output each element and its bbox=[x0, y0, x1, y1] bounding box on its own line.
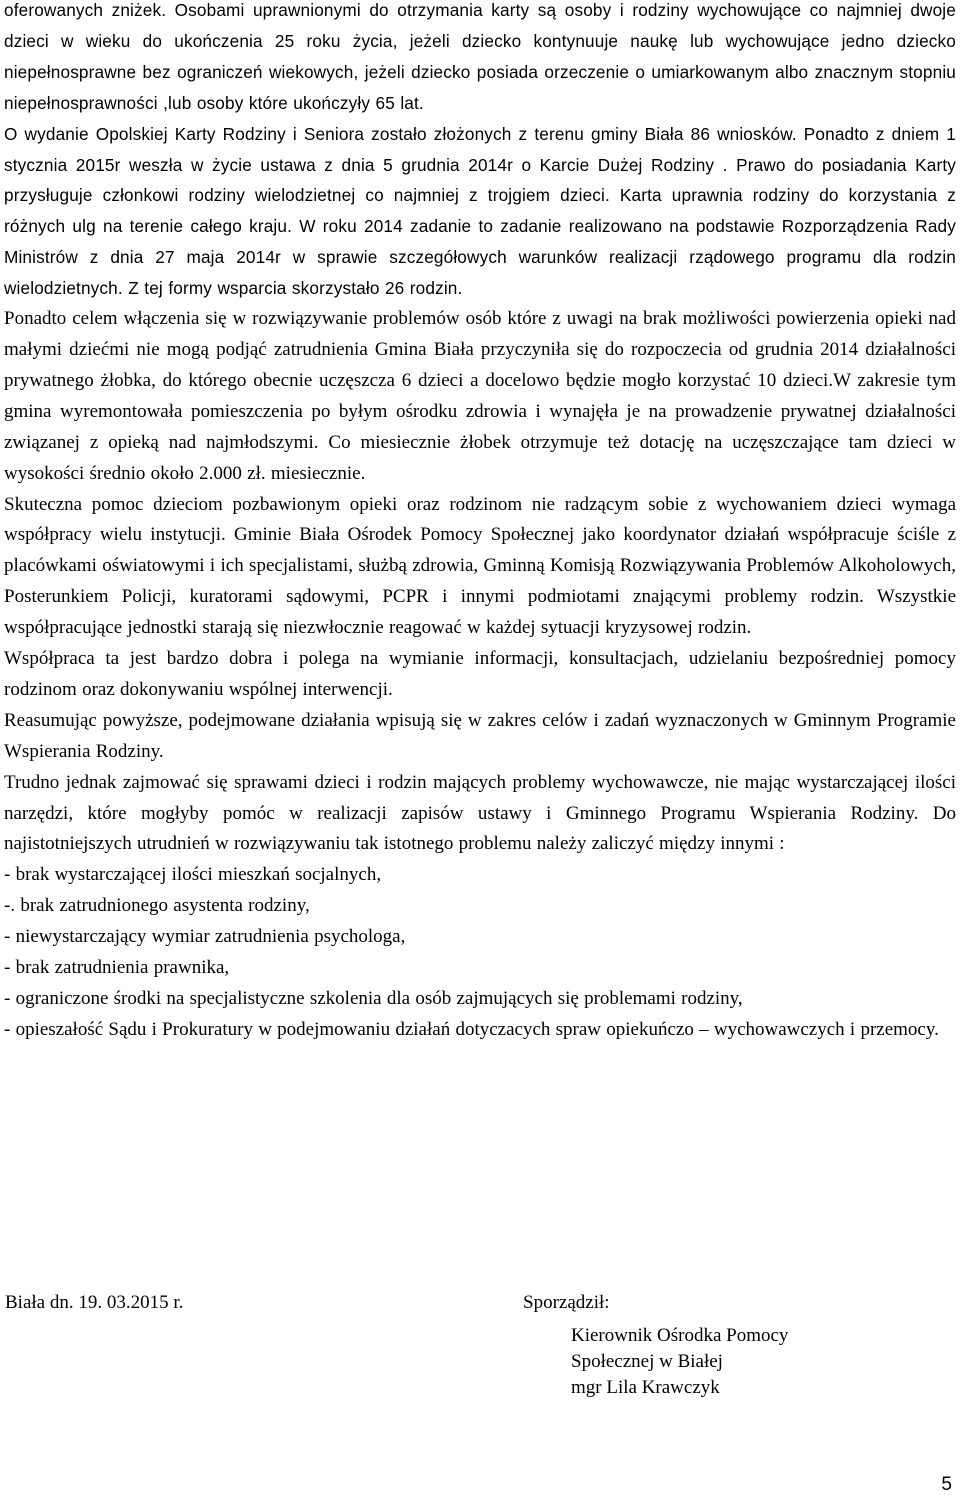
difficulties-list bbox=[4, 860, 956, 1045]
paragraph-family-card-eligibility: oferowanych zniżek. Osobami uprawnionymi do otrzymania karty są osoby i rodziny wychowujące co najmniej dwoje dzieci w wieku do ukończenia 25 roku życia, jeżeli dziecko kontynuuje naukę lub wychowujące jedno dziecko niepełnosprawne bez ograniczeń wiekowych, jeżeli dziecko posiada orzeczenie o umiarkowanym albo znacznym stopniu niepełnosprawności ,lub osoby które ukończyły 65 lat. bbox=[4, 0, 956, 113]
signer-details bbox=[571, 1323, 788, 1401]
page-number: 5 bbox=[941, 1474, 952, 1495]
signer-institution: Społecznej w Białej bbox=[571, 1351, 723, 1372]
paragraph-cooperation-quality: Współpraca ta jest bardzo dobra i polega na wymianie informacji, konsultacjach, udzielaniu bezpośredniej pomocy rodzinom oraz dokonywaniu wspólnej interwencji. bbox=[4, 648, 956, 700]
list-item: - brak wystarczającej ilości mieszkań socjalnych, bbox=[4, 864, 382, 886]
paragraph-summary: Reasumując powyższe, podejmowane działania wpisują się w zakres celów i zadań wyznaczonych w Gminnym Programie Wspierania Rodziny. bbox=[4, 709, 956, 762]
document-date: Biała dn. 19. 03.2015 r. bbox=[5, 1292, 184, 1313]
paragraph-difficulties: Trudno jednak zajmować się sprawami dzieci i rodzin mających problemy wychowawcze, nie mając wystarczającej ilości narzędzi, które mogłyby pomóc w realizacji zapisów ustawy i Gminnego Programu Wspierania Rodziny. Do najistotniejszych utrudnień w rozwiązywaniu tak istotnego problemu należy zaliczyć między innymi : bbox=[4, 771, 956, 855]
paragraph-cooperation: Skuteczna pomoc dzieciom pozbawionym opieki oraz rodzinom nie radzącym sobie z wychowaniem dzieci wymaga współpracy wielu instytucji. Gminie Biała Ośrodek Pomocy Społecznej jako koordynator działań współpracuje ściśle z placówkami oświatowymi i ich specjalistami, służbą zdrowia, Gminną Komisją Rozwiązywania Problemów Alkoholowych, Posterunkiem Policji, kuratorami sądowymi, PCPR i innymi podmiotami znającymi problemy rodzin. Wszystkie współpracujące jednostki starają się niezwłocznie reagować w każdej sytuacji kryzysowej rodzin. bbox=[4, 493, 956, 639]
list-item: - ograniczone środki na specjalistyczne szkolenia dla osób zajmujących się problemami rodziny, bbox=[4, 988, 743, 1009]
document-body bbox=[4, 0, 956, 1046]
list-item: - brak zatrudnienia prawnika, bbox=[4, 957, 230, 979]
signer-position: Kierownik Ośrodka Pomocy bbox=[571, 1325, 789, 1346]
signer-name: mgr Lila Krawczyk bbox=[571, 1377, 720, 1398]
paragraph-large-family-card: O wydanie Opolskiej Karty Rodziny i Seniora zostało złożonych z terenu gminy Biała 86 wniosków. Ponadto z dniem 1 stycznia 2015r weszła w życie ustawa z dnia 5 grudnia 2014r o Karcie Dużej Rodziny . Prawo do posiadania Karty przysługuje członkowi rodziny wielodzietnej co najmniej z trojgiem dzieci. Karta uprawnia rodziny do korzystania z różnych ulg na terenie całego kraju. W roku 2014 zadanie to zadanie realizowano na podstawie Rozporządzenia Rady Ministrów z dnia 27 maja 2014r w sprawie szczegółowych warunków realizacji rządowego programu dla rodzin wielodzietnych. Z tej formy wsparcia skorzystało 26 rodzin. bbox=[4, 123, 956, 299]
list-item: -. brak zatrudnionego asystenta rodziny, bbox=[4, 895, 310, 917]
signature-block bbox=[5, 1288, 955, 1408]
document-page bbox=[4, 0, 956, 1046]
list-item: - opieszałość Sądu i Prokuratury w podejmowaniu działań dotyczacych spraw opiekuńczo – wychowawczych i przemocy. bbox=[4, 1018, 939, 1040]
list-item: - niewystarczający wymiar zatrudnienia psychologa, bbox=[4, 926, 406, 948]
paragraph-nursery: Ponadto celem włączenia się w rozwiązywanie problemów osób które z uwagi na brak możliwości powierzenia opieki nad małymi dziećmi nie mogą podjąć zatrudnienia Gmina Biała przyczyniła się do rozpoczecia od grudnia 2014 działalności prywatnego żłobka, do którego obecnie uczęszcza 6 dzieci a docelowo będzie mogło korzystać 10 dzieci.W zakresie tym gmina wyremontowała pomieszczenia po byłym ośrodku zdrowia i wynajęła je na prowadzenie prywatnej działalności związanej z opieką nad najmłodszymi. Co miesiecznie żłobek otrzymuje też dotację na uczęszczające tam dzieci w wysokości średnio około 2.000 zł. miesiecznie. bbox=[4, 308, 956, 484]
prepared-by-label: Sporządził: bbox=[523, 1292, 610, 1313]
